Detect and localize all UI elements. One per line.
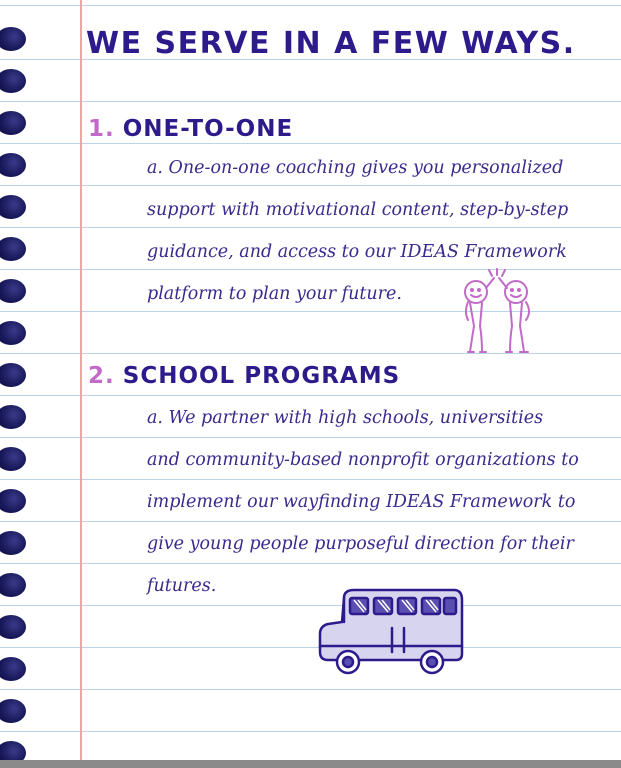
- section-number: 2.: [88, 363, 115, 389]
- binder-hole: [0, 657, 26, 681]
- binder-hole: [0, 279, 26, 303]
- paragraph-line: platform to plan your future.: [147, 284, 402, 304]
- paragraph-line: support with motivational content, step-by-step: [147, 200, 569, 220]
- section-heading-one-to-one: [88, 116, 293, 142]
- binder-hole: [0, 699, 26, 723]
- binder-hole: [0, 405, 26, 429]
- paragraph-line: a. One-on-one coaching gives you personalized: [147, 158, 564, 178]
- paragraph-line: and community-based nonprofit organizations to: [147, 450, 579, 470]
- section-paragraph-school-programs: [147, 397, 602, 607]
- paragraph-line: futures.: [147, 576, 217, 596]
- binder-hole: [0, 237, 26, 261]
- section-number: 1.: [88, 116, 115, 142]
- binder-hole: [0, 321, 26, 345]
- binder-hole: [0, 573, 26, 597]
- binder-hole: [0, 447, 26, 471]
- section-heading-label: ONE-TO-ONE: [122, 116, 294, 142]
- margin-line: [80, 0, 82, 768]
- paragraph-line: give young people purposeful direction for their: [147, 534, 574, 554]
- binder-hole: [0, 489, 26, 513]
- binder-hole: [0, 615, 26, 639]
- paragraph-line: implement our wayfinding IDEAS Framework to: [147, 492, 576, 512]
- section-heading-label: SCHOOL PROGRAMS: [122, 363, 401, 389]
- page-title: WE SERVE IN A FEW WAYS.: [86, 26, 576, 61]
- binder-holes: [0, 0, 40, 768]
- binder-hole: [0, 531, 26, 555]
- bottom-edge-bar: [0, 760, 621, 768]
- binder-hole: [0, 363, 26, 387]
- binder-hole: [0, 111, 26, 135]
- binder-hole: [0, 27, 26, 51]
- paragraph-line: guidance, and access to our IDEAS Framework: [147, 242, 567, 262]
- high-five-figures-illustration: [452, 268, 542, 360]
- school-bus-illustration: [314, 582, 470, 678]
- binder-hole: [0, 153, 26, 177]
- binder-hole: [0, 69, 26, 93]
- binder-hole: [0, 195, 26, 219]
- paragraph-line: a. We partner with high schools, universities: [147, 408, 544, 428]
- section-heading-school-programs: [88, 363, 400, 389]
